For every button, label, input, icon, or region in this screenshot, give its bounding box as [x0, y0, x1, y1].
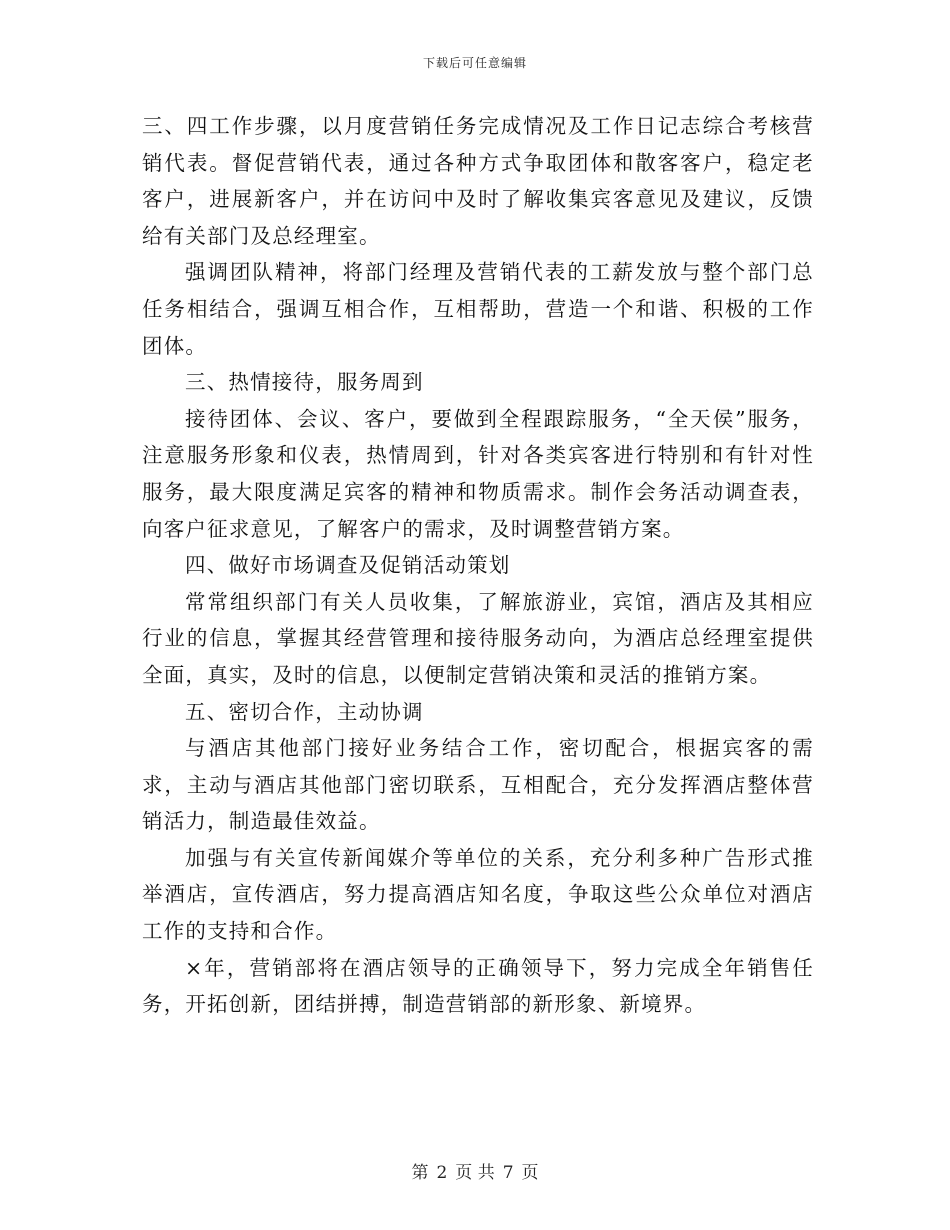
- section-heading: 五、密切合作，主动协调: [185, 699, 424, 724]
- section-heading: 四、做好市场调查及促销活动策划: [185, 553, 511, 578]
- total-pages-number: 7: [502, 1163, 514, 1183]
- footer-prefix: 第: [411, 1163, 429, 1183]
- paragraph: ×年，营销部将在酒店领导的正确领导下，努力完成全年销售任务，开拓创新，团结拼搏，制造营销部的新形象、新境界。: [142, 955, 814, 1017]
- current-page-number: 2: [436, 1163, 448, 1183]
- paragraph: 三、四工作步骤，以月度营销任务完成情况及工作日记志综合考核营销代表。督促营销代表，通过各种方式争取团体和散客客户，稳定老客户，进展新客户，并在访问中及时了解收集宾客意见及建议，反馈给有关部门及总经理室。: [142, 114, 814, 248]
- paragraph: 接待团体、会议、客户，要做到全程跟踪服务，“全天侯”服务，注意服务形象和仪表，热情周到，针对各类宾客进行特别和有针对性服务，最大限度满足宾客的精神和物质需求。制作会务活动调查表，向客户征求意见，了解客户的需求，及时调整营销方案。: [142, 406, 814, 541]
- paragraph: 与酒店其他部门接好业务结合工作，密切配合，根据宾客的需求，主动与酒店其他部门密切联系，互相配合，充分发挥酒店整体营销活力，制造最佳效益。: [142, 736, 814, 834]
- paragraph: 常常组织部门有关人员收集，了解旅游业，宾馆，酒店及其相应行业的信息，掌握其经营管理和接待服务动向，为酒店总经理室提供全面，真实，及时的信息，以便制定营销决策和灵活的推销方案。: [142, 589, 814, 687]
- footer-middle: 页 共: [455, 1163, 495, 1183]
- page-header: 下载后可任意编辑: [422, 56, 527, 70]
- paragraph: 强调团队精神，将部门经理及营销代表的工薪发放与整个部门总任务相结合，强调互相合作，互相帮助，营造一个和谐、积极的工作团体。: [142, 260, 814, 358]
- footer-suffix: 页: [521, 1163, 539, 1183]
- paragraph: 加强与有关宣传新闻媒介等单位的关系，充分利多种广告形式推举酒店，宣传酒店，努力提高酒店知名度，争取这些公众单位对酒店工作的支持和合作。: [142, 845, 814, 944]
- section-heading: 三、热情接待，服务周到: [185, 370, 424, 395]
- page-footer: [0, 1158, 950, 1183]
- document-body: [142, 108, 814, 1023]
